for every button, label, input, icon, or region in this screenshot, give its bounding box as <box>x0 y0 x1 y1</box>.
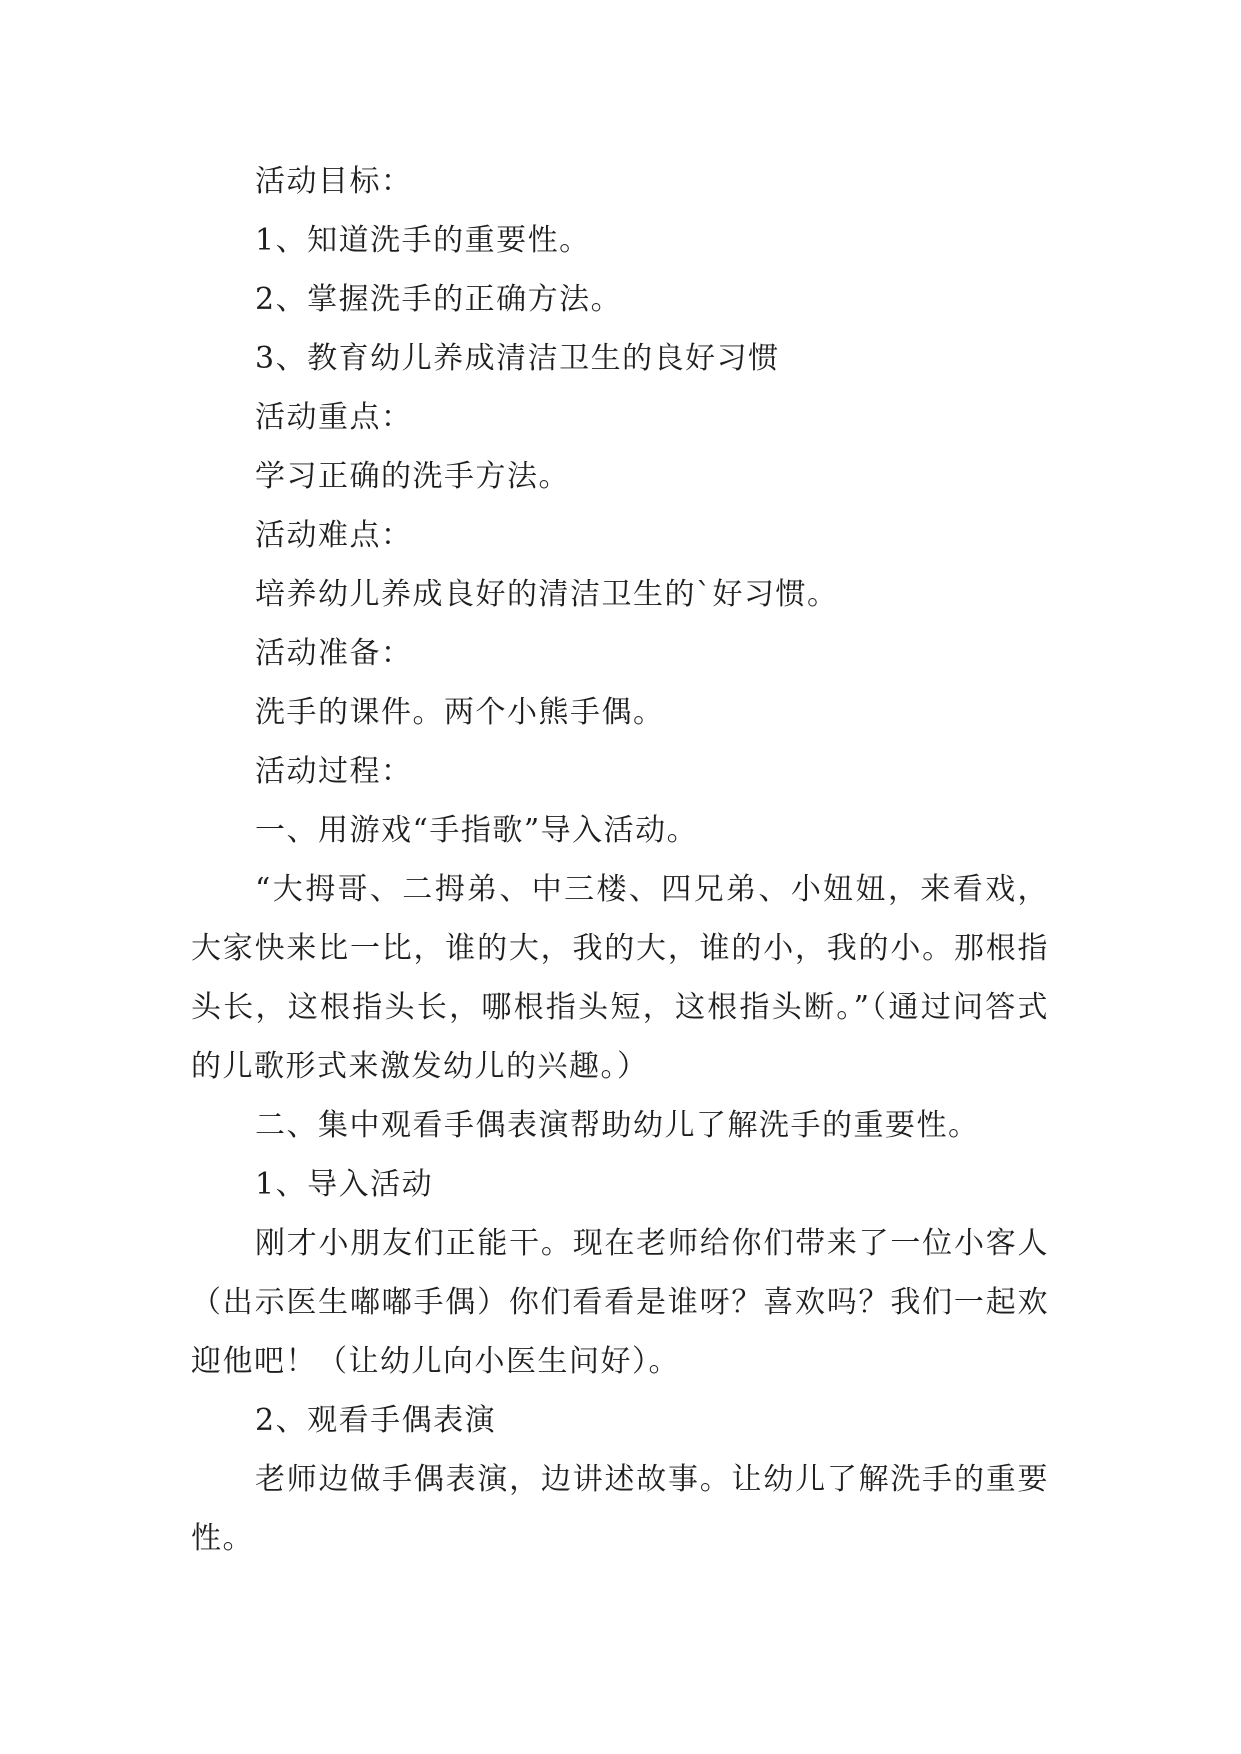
introduction-paragraph: 刚才小朋友们正能干。现在老师给你们带来了一位小客人（出示医生嘟嘟手偶）你们看看是谁呀？喜欢吗？我们一起欢迎他吧！（让幼儿向小医生问好）。 <box>191 1226 1049 1379</box>
goal-item-2: 2、掌握洗手的正确方法。 <box>255 282 623 317</box>
heading-activity-preparation: 活动准备： <box>255 636 413 671</box>
process-step-2: 二、集中观看手偶表演帮助幼儿了解洗手的重要性。 <box>255 1108 980 1143</box>
process-step-1: 一、用游戏“手指歌”导入活动。 <box>255 813 699 848</box>
goal-item-3: 3、教育幼儿养成清洁卫生的良好习惯 <box>255 341 780 376</box>
heading-activity-goals: 活动目标： <box>255 164 413 199</box>
goal-item-1: 1、知道洗手的重要性。 <box>255 223 591 258</box>
document-body <box>191 152 1049 1568</box>
preparation-text: 洗手的课件。两个小熊手偶。 <box>255 695 665 730</box>
heading-activity-process: 活动过程： <box>255 754 413 789</box>
focus-text: 学习正确的洗手方法。 <box>255 459 570 494</box>
heading-activity-focus: 活动重点： <box>255 400 413 435</box>
puppet-show-paragraph: 老师边做手偶表演，边讲述故事。让幼儿了解洗手的重要性。 <box>191 1462 1049 1556</box>
substep-puppet-show: 2、观看手偶表演 <box>255 1403 497 1438</box>
finger-song-paragraph: “大拇哥、二拇弟、中三楼、四兄弟、小妞妞，来看戏，大家快来比一比，谁的大，我的大，谁的小，我的小。那根指头长，这根指头长，哪根指头短，这根指头断。”（通过问答式的儿歌形式来激发幼儿的兴趣。） <box>191 872 1049 1084</box>
heading-activity-difficulty: 活动难点： <box>255 518 413 553</box>
difficulty-text: 培养幼儿养成良好的清洁卫生的`好习惯。 <box>255 577 839 612</box>
substep-introduction: 1、导入活动 <box>255 1167 434 1202</box>
